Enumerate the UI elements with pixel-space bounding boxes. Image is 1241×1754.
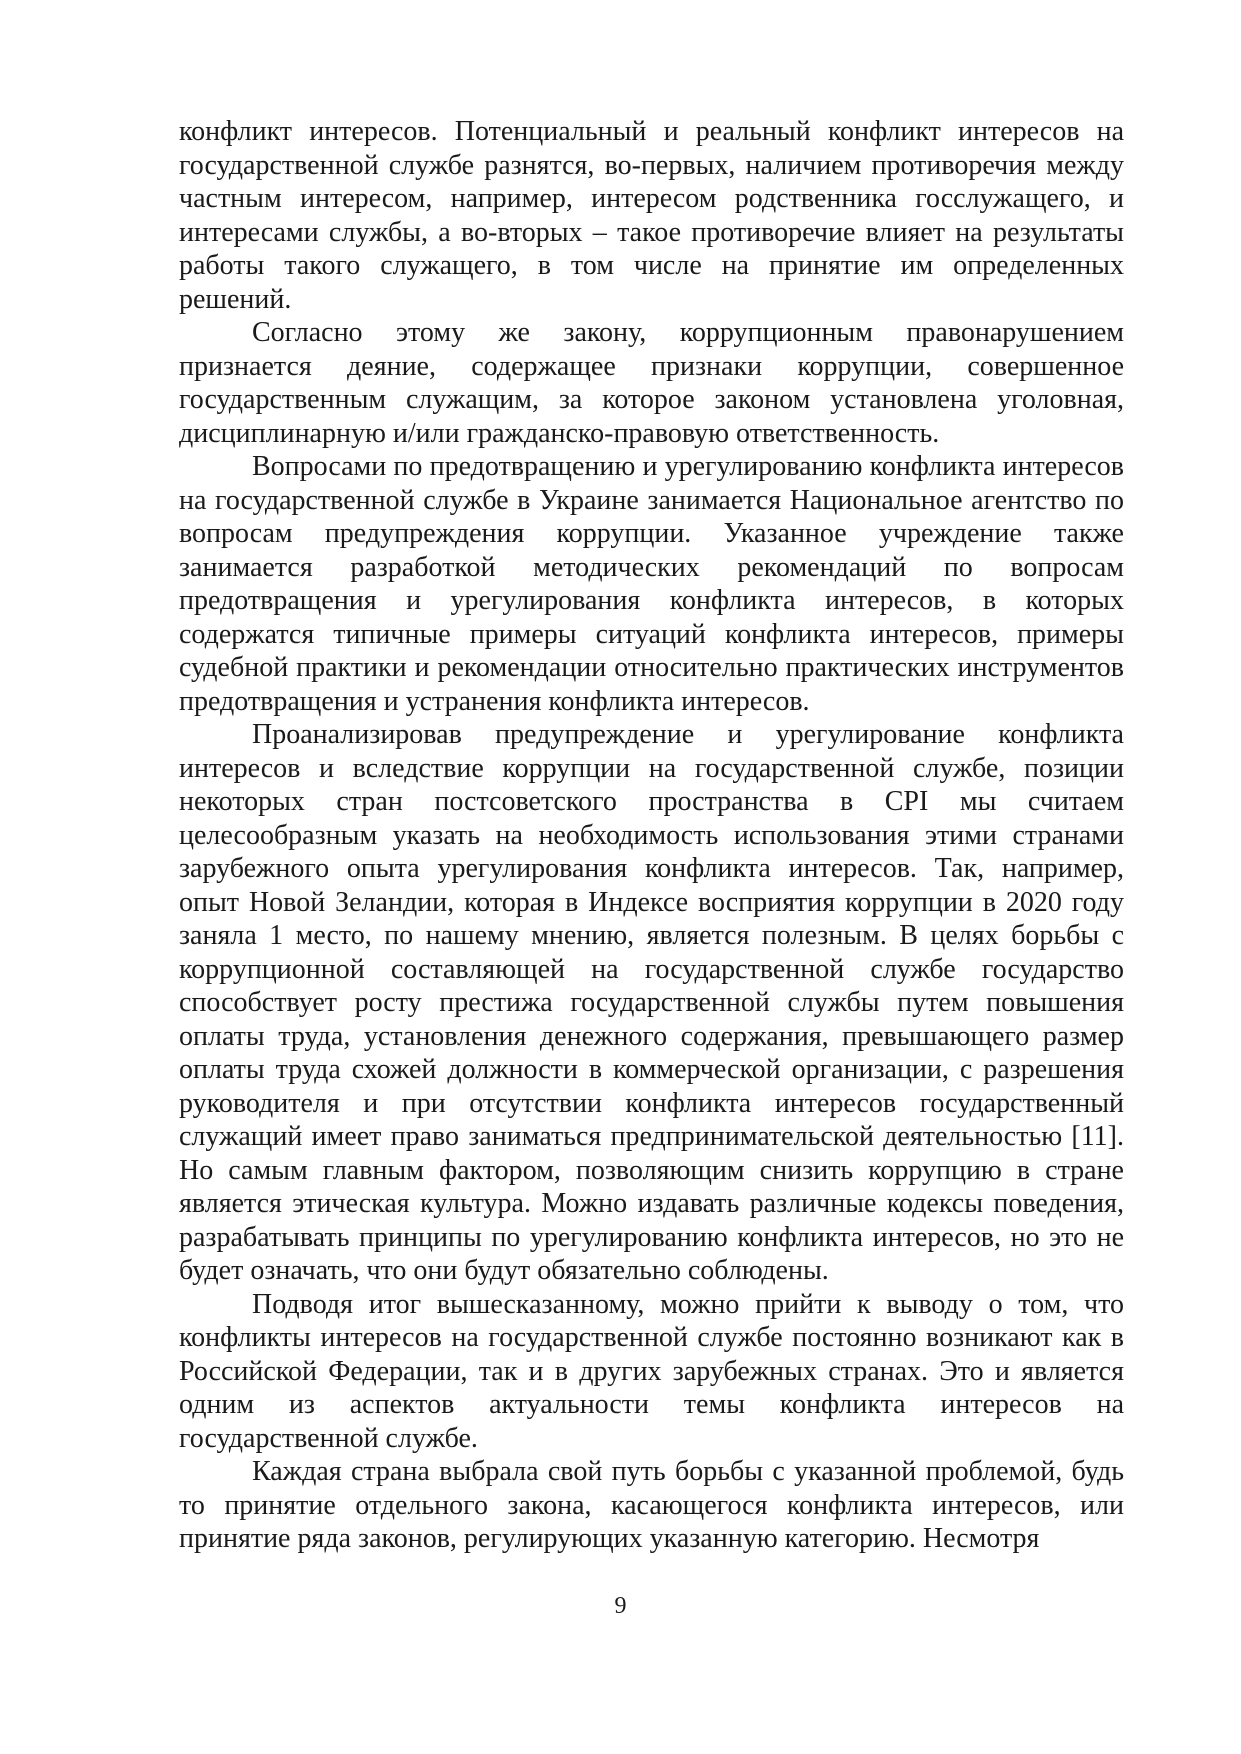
- page-number: 9: [614, 1593, 627, 1619]
- paragraph: Каждая страна выбрала свой путь борьбы с указанной проблемой, будь то принятие отдельного закона, касающегося конфликта интересов, или принятие ряда законов, регулирующих указанную категорию. Несмотря: [179, 1456, 1124, 1554]
- paragraph: Подводя итог вышесказанному, можно прийти к выводу о том, что конфликты интересов на государственной службе постоянно возникают как в Российской Федерации, так и в других зарубежных странах. Это и является одним из аспектов актуальности темы конфликта интересов на государственной службе.: [179, 1288, 1124, 1454]
- paragraph: Согласно этому же закону, коррупционным правонарушением признается деяние, содержащее признаки коррупции, совершенное государственным служащим, за которое законом установлена уголовная, дисциплинарную и/или гражданско-правовую ответственность.: [179, 317, 1124, 449]
- body-text: [179, 115, 1124, 1556]
- paragraph: Проанализировав предупреждение и урегулирование конфликта интересов и вследствие коррупции на государственной службе, позиции некоторых стран постсоветского пространства в CPI мы считаем целесообразным указать на необходимость использования этими странами зарубежного опыта урегулирования конфликта интересов. Так, например, опыт Новой Зеландии, которая в Индексе восприятия коррупции в 2020 году заняла 1 место, по нашему мнению, является полезным. В целях борьбы с коррупционной составляющей на государственной службе государство способствует росту престижа государственной службы путем повышения оплаты труда, установления денежного содержания, превышающего размер оплаты труда схожей должности в коммерческой организации, с разрешения руководителя и при отсутствии конфликта интересов государственный служащий имеет право заниматься предпринимательской деятельностью [11]. Но самым главным фактором, позволяющим снизить коррупцию в стране является этическая культура. Можно издавать различные кодексы поведения, разрабатывать принципы по урегулированию конфликта интересов, но это не будет означать, что они будут обязательно соблюдены.: [179, 719, 1124, 1286]
- paragraph-continuation: конфликт интересов. Потенциальный и реальный конфликт интересов на государственной службе разнятся, во-первых, наличием противоречия между частным интересом, например, интересом родственника госслужащего, и интересами службы, а во-вторых – такое противоречие влияет на результаты работы такого служащего, в том числе на принятие им определенных решений.: [179, 116, 1124, 315]
- paragraph: Вопросами по предотвращению и урегулированию конфликта интересов на государственной службе в Украине занимается Национальное агентство по вопросам предупреждения коррупции. Указанное учреждение также занимается разработкой методических рекомендаций по вопросам предотвращения и урегулирования конфликта интересов, в которых содержатся типичные примеры ситуаций конфликта интересов, примеры судебной практики и рекомендации относительно практических инструментов предотвращения и устранения конфликта интересов.: [179, 451, 1124, 717]
